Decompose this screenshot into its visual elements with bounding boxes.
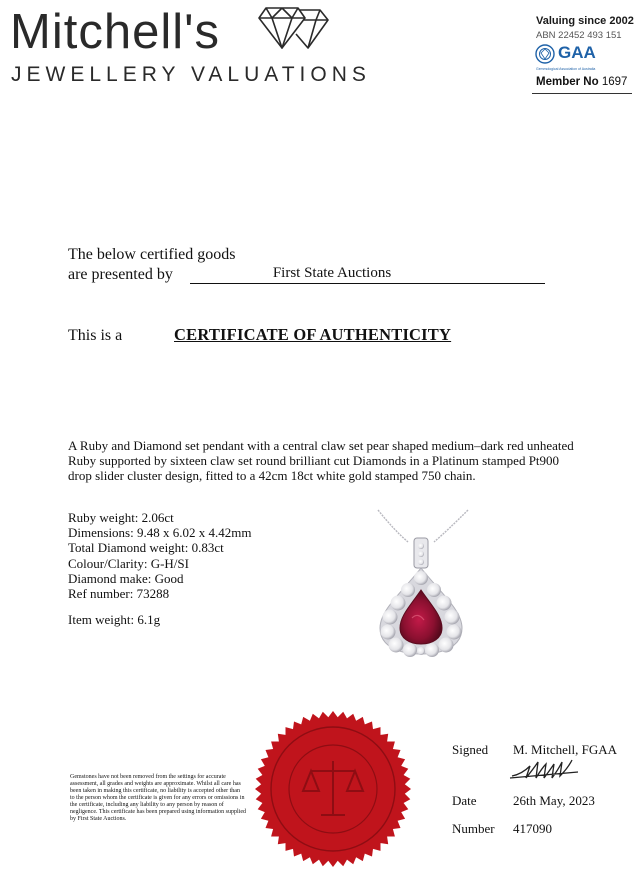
disclaimer-text: Gemstones have not been removed from the settings for accurate assessment, all grades and weights are approximate. Whilst all care has been taken in making this certificate, no liability is accepted other than to the person whom the certificate is given for any errors or omissions in the certificate, including any liability to any person by reason of negligence. This certificate has been prepared using information supplied by First State Auctions. xyxy=(70,774,246,822)
gaa-caption: Gemmological Association of Australia xyxy=(536,67,596,71)
signature-icon xyxy=(508,756,588,782)
date-value: 26th May, 2023 xyxy=(513,793,595,808)
spec-diamond-make: Diamond make: Good xyxy=(68,570,184,586)
number-label: Number xyxy=(452,821,495,836)
gaa-logo-text: GAA xyxy=(558,43,596,62)
diamond-logo-icon xyxy=(258,4,330,58)
certificate-title: CERTIFICATE OF AUTHENTICITY xyxy=(174,325,452,344)
spec-colour-clarity: Colour/Clarity: G-H/SI xyxy=(68,555,189,571)
item-description: A Ruby and Diamond set pendant with a central claw set pear shaped medium–dark red unheated Ruby supported by sixteen claw set round brilliant cut Diamonds in a Platinum stamped Pt900 drop slider cluster design, fitted to a 42cm 18ct white gold stamped 750 chain. xyxy=(68,438,574,483)
certificate-number: 417090 xyxy=(513,821,552,836)
signed-value: M. Mitchell, FGAA xyxy=(513,742,617,757)
spec-diamond-weight: Total Diamond weight: 0.83ct xyxy=(68,540,224,556)
intro-line-2: are presented by xyxy=(68,266,173,283)
date-label: Date xyxy=(452,793,477,808)
presenter-underline xyxy=(190,283,545,284)
brand-title: Mitchell's xyxy=(10,5,220,59)
member-number xyxy=(536,76,627,88)
intro-line-1: The below certified goods xyxy=(68,246,236,263)
item-weight: Item weight: 6.1g xyxy=(68,612,161,627)
gaa-emblem-icon xyxy=(535,44,555,64)
member-value: 1697 xyxy=(601,76,628,88)
pendant-photo xyxy=(360,508,500,658)
member-label: Member No xyxy=(536,76,599,88)
abn-number: ABN 22452 493 151 xyxy=(536,30,622,41)
spec-dimensions: Dimensions: 9.48 x 6.02 x 4.42mm xyxy=(68,525,252,541)
certificate-prefix: This is a xyxy=(68,327,123,344)
spec-ruby-weight: Ruby weight: 2.06ct xyxy=(68,510,174,525)
specs-list xyxy=(68,510,251,601)
valuing-since: Valuing since 2002 xyxy=(536,15,634,27)
brand-subtitle: JEWELLERY VALUATIONS xyxy=(11,63,371,86)
signed-label: Signed xyxy=(452,742,489,757)
red-wax-seal-icon xyxy=(253,709,413,869)
presenter-name: First State Auctions xyxy=(272,265,392,281)
member-rule xyxy=(532,93,632,94)
spec-ref-number: Ref number: 73288 xyxy=(68,586,170,602)
